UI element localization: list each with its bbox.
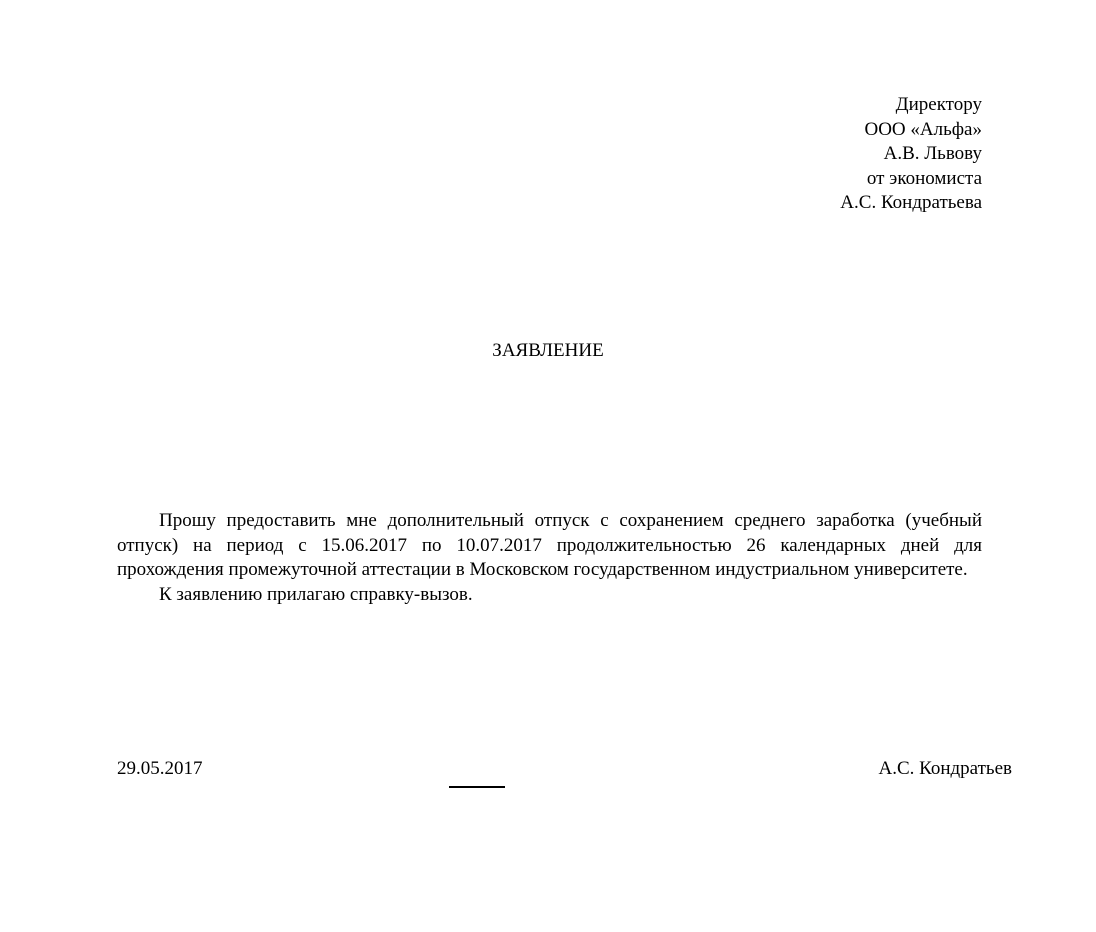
addressee-line: ООО «Альфа»	[864, 118, 982, 140]
addressee-block	[840, 93, 982, 216]
document-title: ЗАЯВЛЕНИЕ	[492, 340, 604, 361]
body-paragraph: К заявлению прилагаю справку-вызов.	[159, 583, 473, 605]
body-paragraph: Прошу предоставить мне дополнительный отпуск с сохранением среднего заработка (учебный отпуск) на период с 15.06.2017 по 10.07.2017 продолжительностью 26 календарных дней для прохождения промежуточной аттестации в Московском государственном индустриальном университете.	[117, 510, 982, 580]
signature-line	[449, 786, 505, 788]
addressee-line: А.В. Львову	[883, 143, 982, 164]
signer-name: А.С. Кондратьев	[878, 758, 1012, 779]
addressee-line: от экономиста	[866, 167, 982, 189]
addressee-line: А.С. Кондратьева	[840, 192, 982, 213]
document-date: 29.05.2017	[117, 758, 203, 779]
document-body	[117, 509, 982, 607]
addressee-line: Директору	[895, 94, 982, 115]
